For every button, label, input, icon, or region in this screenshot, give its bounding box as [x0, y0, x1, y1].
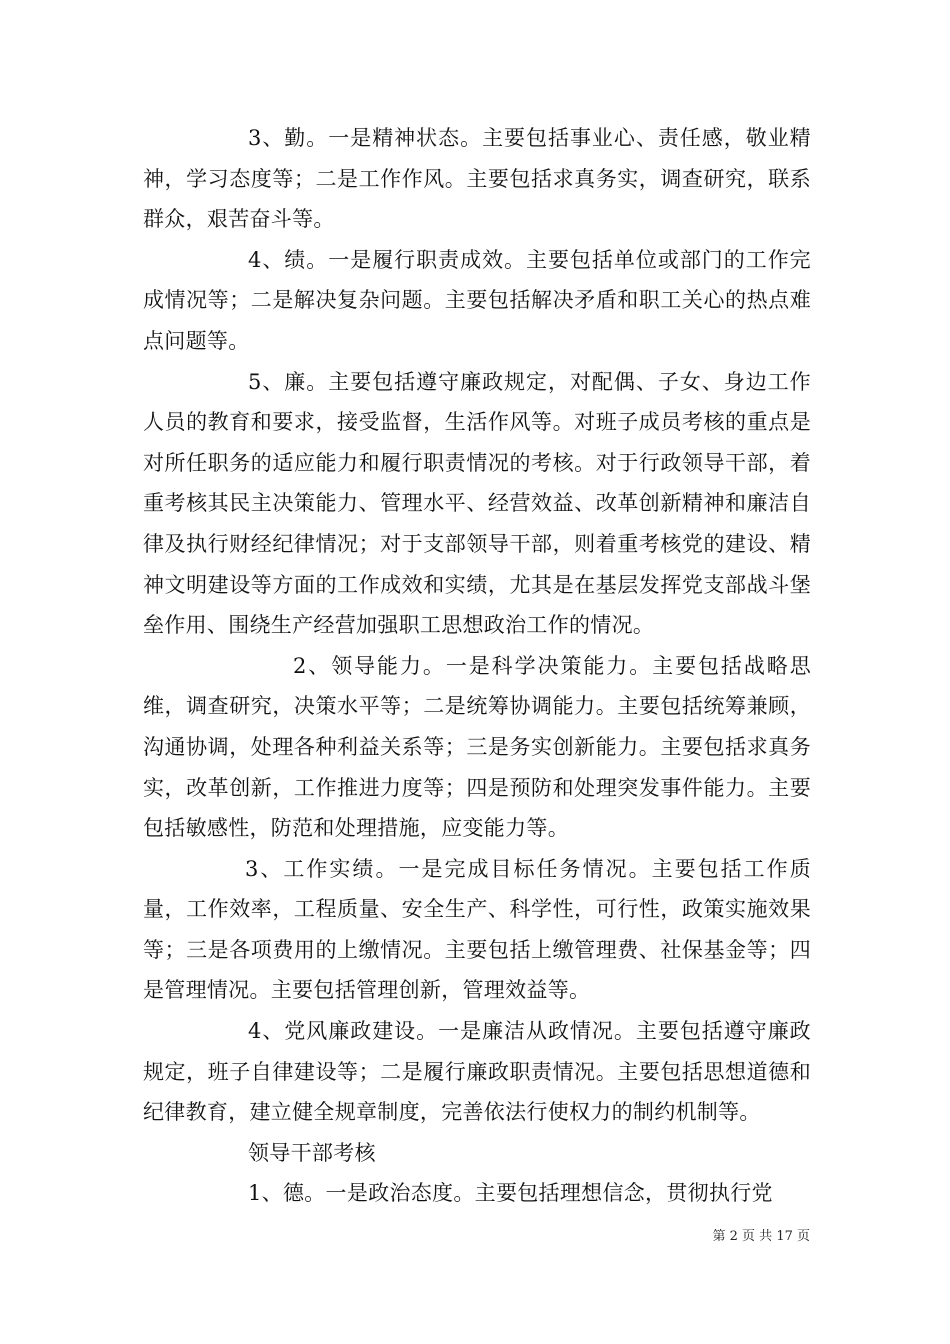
document-body [143, 118, 811, 1214]
paragraph-party-conduct: 4、党风廉政建设。一是廉洁从政情况。主要包括遵守廉政规定，班子自律建设等；二是履行廉政职责情况。主要包括思想道德和纪律教育，建立健全规章制度，完善依法行使权力的制约机制等。 [143, 1019, 811, 1125]
page-number-footer: 第 2 页 共 17 页 [712, 1229, 810, 1244]
paragraph-integrity: 5、廉。主要包括遵守廉政规定，对配偶、子女、身边工作人员的教育和要求，接受监督，生活作风等。对班子成员考核的重点是对所任职务的适应能力和履行职责情况的考核。对于行政领导干部，着重考核其民主决策能力、管理水平、经营效益、改革创新精神和廉洁自律及执行财经纪律情况；对于支部领导干部，则着重考核党的建设、精神文明建设等方面的工作成效和实绩，尤其是在基层发挥党支部战斗堡垒作用、围绕生产经营加强职工思想政治工作的情况。 [143, 369, 811, 638]
paragraph-leadership-ability: 2、领导能力。一是科学决策能力。主要包括战略思维，调查研究，决策水平等；二是统筹协调能力。主要包括统筹兼顾，沟通协调，处理各种利益关系等；三是务实创新能力。主要包括求真务实，改革创新，工作推进力度等；四是预防和处理突发事件能力。主要包括敏感性，防范和处理措施，应变能力等。 [143, 653, 811, 841]
paragraph-performance: 4、绩。一是履行职责成效。主要包括单位或部门的工作完成情况等；二是解决复杂问题。主要包括解决矛盾和职工关心的热点难点问题等。 [143, 247, 811, 353]
paragraph-morality: 1、德。一是政治态度。主要包括理想信念，贯彻执行党 [248, 1181, 773, 1206]
paragraph-work-achievements: 3、工作实绩。一是完成目标任务情况。主要包括工作质量，工作效率，工程质量、安全生产、科学性，可行性，政策实施效果等；三是各项费用的上缴情况。主要包括上缴管理费、社保基金等；四是管理情况。主要包括管理创新，管理效益等。 [143, 856, 811, 1003]
section-heading-cadre-assessment: 领导干部考核 [248, 1140, 376, 1165]
paragraph-diligence: 3、勤。一是精神状态。主要包括事业心、责任感，敬业精神，学习态度等；二是工作作风。主要包括求真务实，调查研究，联系群众，艰苦奋斗等。 [143, 126, 811, 232]
